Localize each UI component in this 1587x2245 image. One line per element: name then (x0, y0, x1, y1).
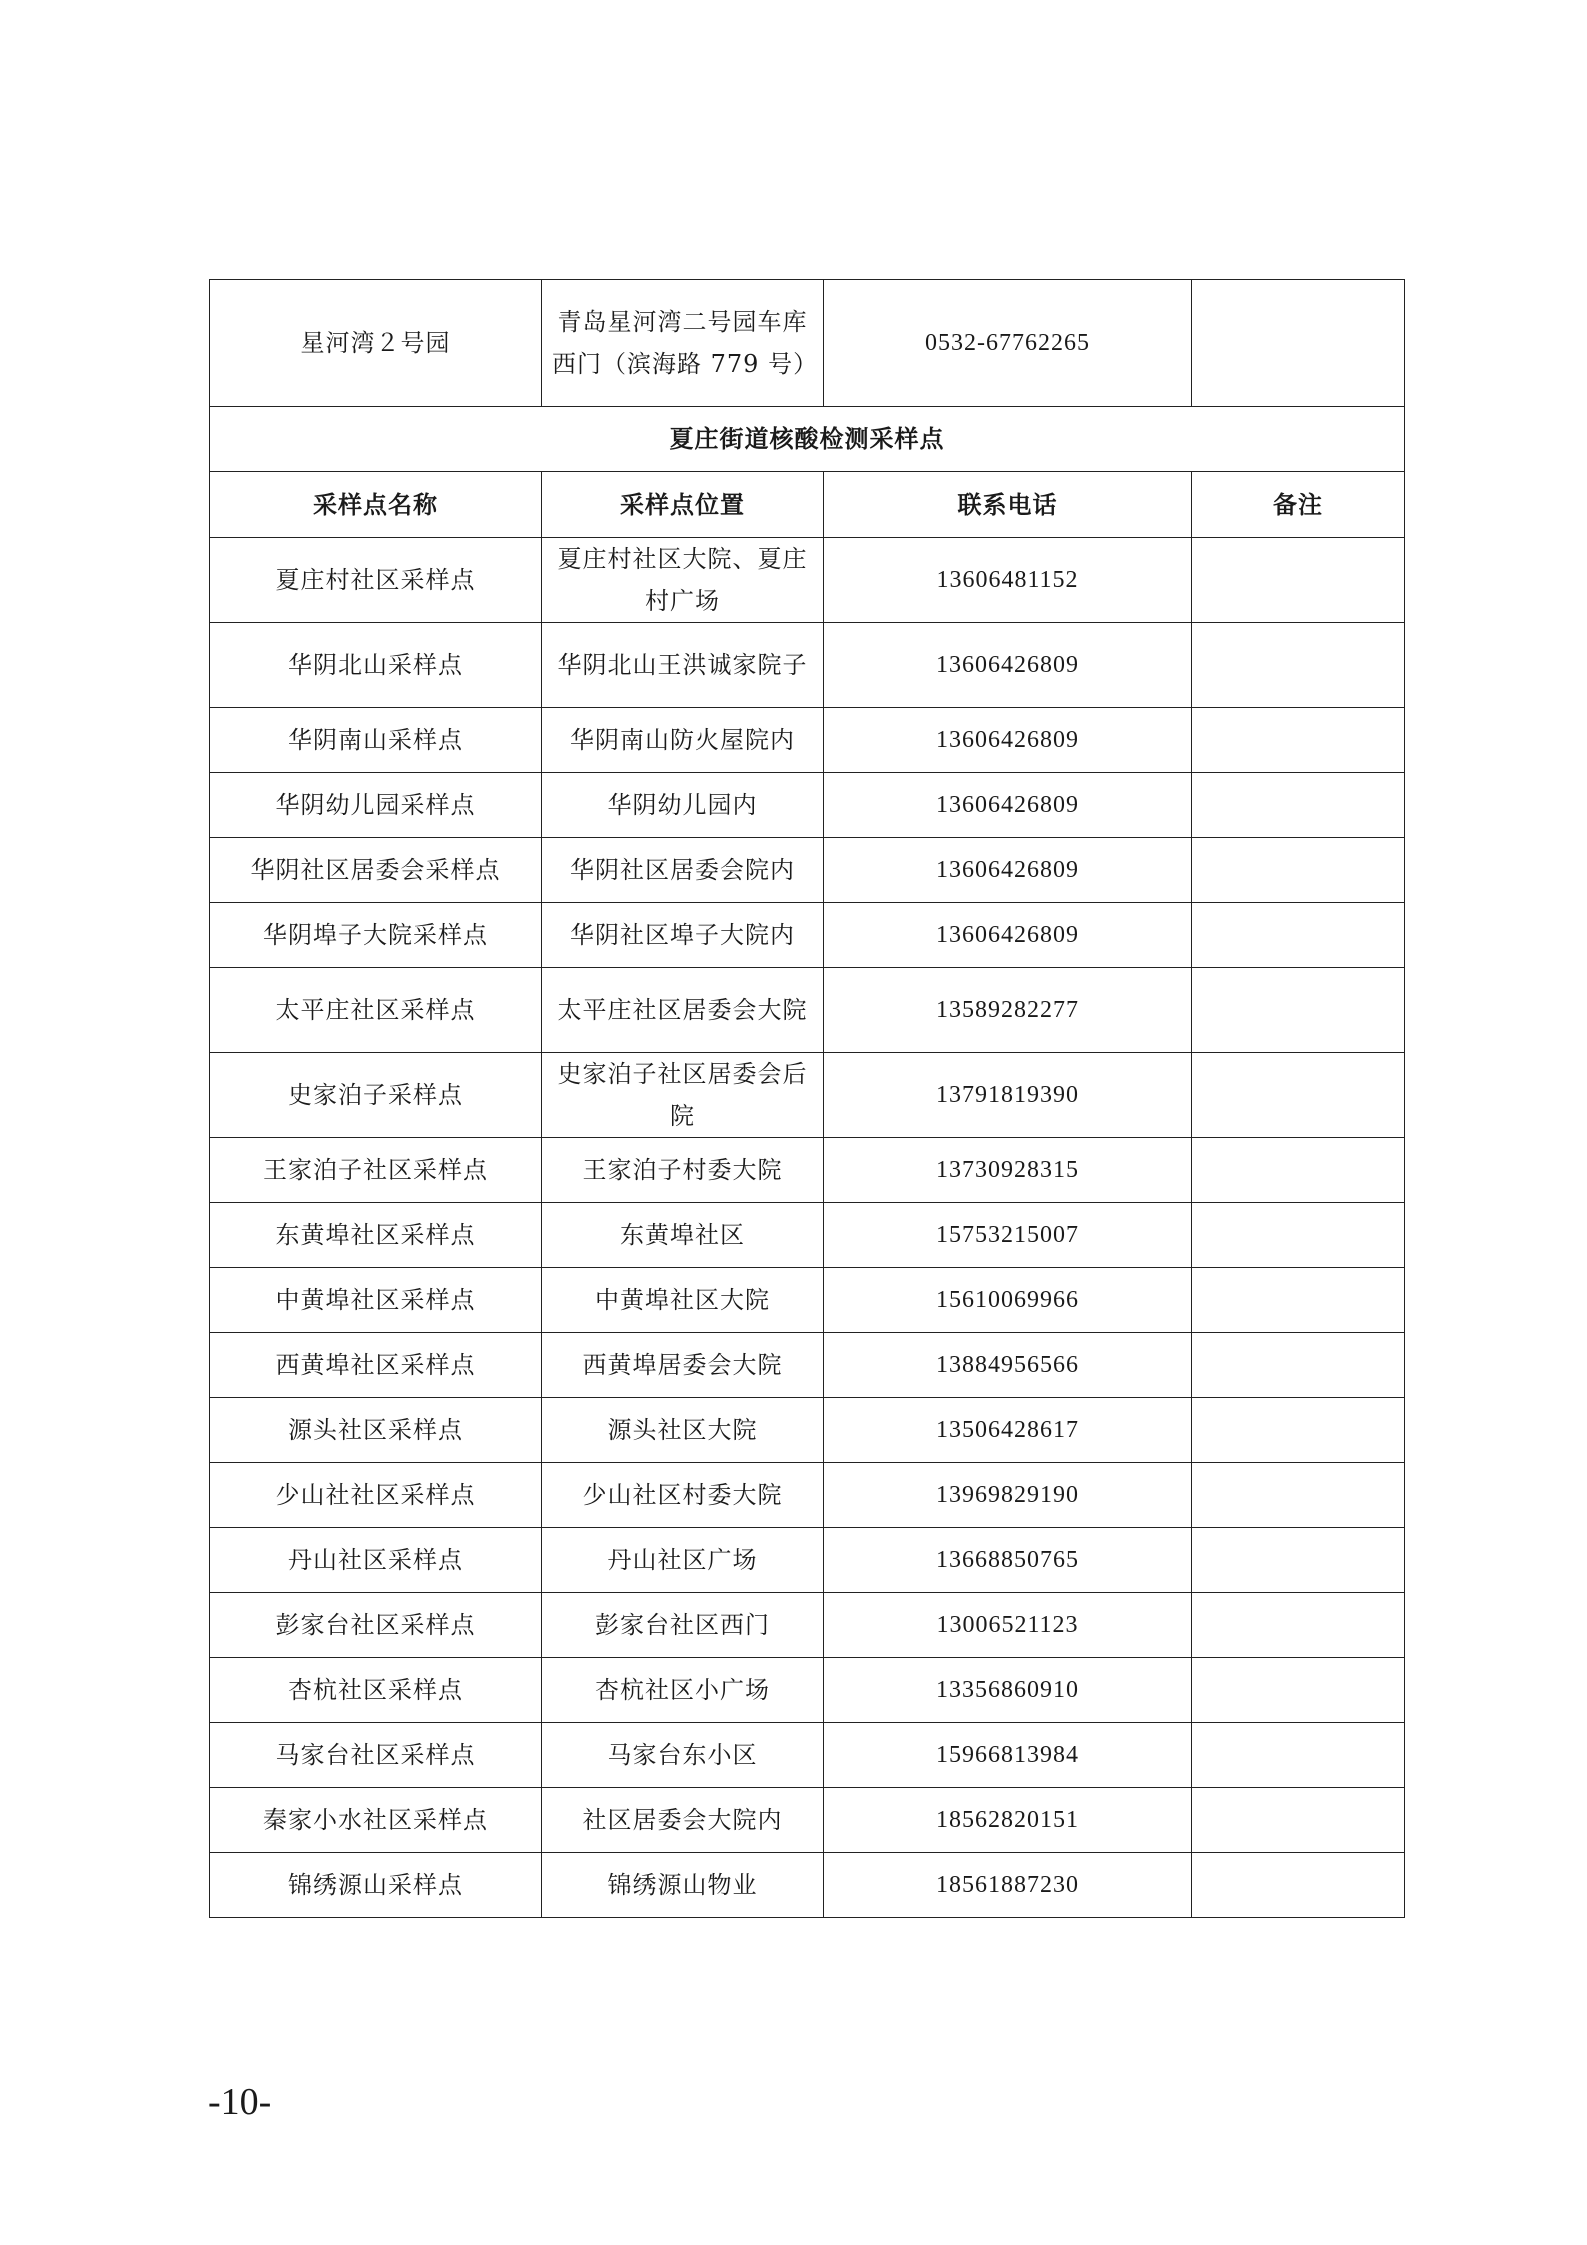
table-row (210, 838, 1405, 903)
site-phone-cell: 13606426809 (824, 903, 1192, 968)
site-name-cell: 彭家台社区采样点 (210, 1593, 542, 1658)
site-location-cell: 彭家台社区西门 (542, 1593, 824, 1658)
site-location-cell: 青岛星河湾二号园车库西门（滨海路 779 号） (542, 280, 824, 407)
site-note-cell (1192, 1788, 1405, 1853)
site-location-cell: 华阴北山王洪诚家院子 (542, 623, 824, 708)
site-note-cell (1192, 708, 1405, 773)
table-row (210, 1528, 1405, 1593)
site-phone-cell: 13730928315 (824, 1138, 1192, 1203)
site-location-cell: 马家台东小区 (542, 1723, 824, 1788)
page-number: -10- (208, 2081, 272, 2123)
site-location-cell: 少山社区村委大院 (542, 1463, 824, 1528)
site-location-cell: 王家泊子村委大院 (542, 1138, 824, 1203)
table-row (210, 1723, 1405, 1788)
table-row (210, 623, 1405, 708)
site-name-cell: 杏杭社区采样点 (210, 1658, 542, 1723)
table-row (210, 968, 1405, 1053)
site-note-cell (1192, 1528, 1405, 1593)
site-location-cell: 西黄埠居委会大院 (542, 1333, 824, 1398)
site-note-cell (1192, 1203, 1405, 1268)
table-row (210, 1658, 1405, 1723)
site-phone-cell: 13589282277 (824, 968, 1192, 1053)
site-phone-cell: 13606426809 (824, 773, 1192, 838)
section-title-row (210, 407, 1405, 472)
site-phone-cell: 13668850765 (824, 1528, 1192, 1593)
site-name-cell: 西黄埠社区采样点 (210, 1333, 542, 1398)
site-note-cell (1192, 1723, 1405, 1788)
header-note: 备注 (1192, 472, 1405, 538)
table-row (210, 1398, 1405, 1463)
table-row (210, 1138, 1405, 1203)
site-note-cell (1192, 1593, 1405, 1658)
site-phone-cell: 0532-67762265 (824, 280, 1192, 407)
site-name-cell: 华阴幼儿园采样点 (210, 773, 542, 838)
site-note-cell (1192, 538, 1405, 623)
site-phone-cell: 13606481152 (824, 538, 1192, 623)
site-note-cell (1192, 838, 1405, 903)
table-row (210, 1268, 1405, 1333)
site-name-cell: 太平庄社区采样点 (210, 968, 542, 1053)
site-name-cell: 史家泊子采样点 (210, 1053, 542, 1138)
site-location-cell: 夏庄村社区大院、夏庄村广场 (542, 538, 824, 623)
header-row (210, 472, 1405, 538)
section-title: 夏庄街道核酸检测采样点 (210, 407, 1405, 472)
site-location-cell: 中黄埠社区大院 (542, 1268, 824, 1333)
site-name-cell: 中黄埠社区采样点 (210, 1268, 542, 1333)
site-note-cell (1192, 280, 1405, 407)
site-note-cell (1192, 1053, 1405, 1138)
table-row-top (210, 280, 1405, 407)
site-name-cell: 少山社社区采样点 (210, 1463, 542, 1528)
site-name-cell: 王家泊子社区采样点 (210, 1138, 542, 1203)
site-note-cell (1192, 1138, 1405, 1203)
sampling-sites-table (209, 279, 1405, 1918)
site-phone-cell: 13006521123 (824, 1593, 1192, 1658)
table-row (210, 1463, 1405, 1528)
header-name: 采样点名称 (210, 472, 542, 538)
site-note-cell (1192, 1463, 1405, 1528)
site-location-cell: 丹山社区广场 (542, 1528, 824, 1593)
site-note-cell (1192, 1853, 1405, 1918)
table-row (210, 1333, 1405, 1398)
site-location-cell: 东黄埠社区 (542, 1203, 824, 1268)
site-phone-cell: 15753215007 (824, 1203, 1192, 1268)
site-location-cell: 太平庄社区居委会大院 (542, 968, 824, 1053)
site-name-cell: 华阴南山采样点 (210, 708, 542, 773)
table-row (210, 773, 1405, 838)
table-body (210, 280, 1405, 1918)
table-row (210, 1053, 1405, 1138)
header-location: 采样点位置 (542, 472, 824, 538)
site-note-cell (1192, 1658, 1405, 1723)
table-row (210, 538, 1405, 623)
site-phone-cell: 15610069966 (824, 1268, 1192, 1333)
site-note-cell (1192, 903, 1405, 968)
site-phone-cell: 18561887230 (824, 1853, 1192, 1918)
site-phone-cell: 15966813984 (824, 1723, 1192, 1788)
site-name-cell: 东黄埠社区采样点 (210, 1203, 542, 1268)
site-phone-cell: 13884956566 (824, 1333, 1192, 1398)
site-note-cell (1192, 1398, 1405, 1463)
site-phone-cell: 18562820151 (824, 1788, 1192, 1853)
table-row (210, 1788, 1405, 1853)
site-name-cell: 源头社区采样点 (210, 1398, 542, 1463)
table-row (210, 903, 1405, 968)
site-location-cell: 杏杭社区小广场 (542, 1658, 824, 1723)
site-phone-cell: 13969829190 (824, 1463, 1192, 1528)
site-name-cell: 华阴埠子大院采样点 (210, 903, 542, 968)
site-note-cell (1192, 1333, 1405, 1398)
table-row (210, 1853, 1405, 1918)
site-location-cell: 社区居委会大院内 (542, 1788, 824, 1853)
site-phone-cell: 13606426809 (824, 838, 1192, 903)
site-location-cell: 源头社区大院 (542, 1398, 824, 1463)
table-row (210, 1593, 1405, 1658)
site-note-cell (1192, 968, 1405, 1053)
site-note-cell (1192, 773, 1405, 838)
table-row (210, 1203, 1405, 1268)
site-name-cell: 夏庄村社区采样点 (210, 538, 542, 623)
site-location-cell: 华阴社区埠子大院内 (542, 903, 824, 968)
site-phone-cell: 13606426809 (824, 708, 1192, 773)
site-phone-cell: 13506428617 (824, 1398, 1192, 1463)
site-location-cell: 华阴社区居委会院内 (542, 838, 824, 903)
site-location-cell: 锦绣源山物业 (542, 1853, 824, 1918)
site-location-cell: 华阴南山防火屋院内 (542, 708, 824, 773)
site-location-cell: 史家泊子社区居委会后院 (542, 1053, 824, 1138)
site-phone-cell: 13606426809 (824, 623, 1192, 708)
site-note-cell (1192, 623, 1405, 708)
site-name-cell: 秦家小水社区采样点 (210, 1788, 542, 1853)
table-row (210, 708, 1405, 773)
site-phone-cell: 13791819390 (824, 1053, 1192, 1138)
site-note-cell (1192, 1268, 1405, 1333)
site-name-cell: 华阴北山采样点 (210, 623, 542, 708)
site-name-cell: 华阴社区居委会采样点 (210, 838, 542, 903)
site-name-cell: 丹山社区采样点 (210, 1528, 542, 1593)
site-name-cell: 锦绣源山采样点 (210, 1853, 542, 1918)
site-phone-cell: 13356860910 (824, 1658, 1192, 1723)
header-phone: 联系电话 (824, 472, 1192, 538)
site-name-cell: 马家台社区采样点 (210, 1723, 542, 1788)
site-location-cell: 华阴幼儿园内 (542, 773, 824, 838)
site-name-cell: 星河湾２号园 (210, 280, 542, 407)
